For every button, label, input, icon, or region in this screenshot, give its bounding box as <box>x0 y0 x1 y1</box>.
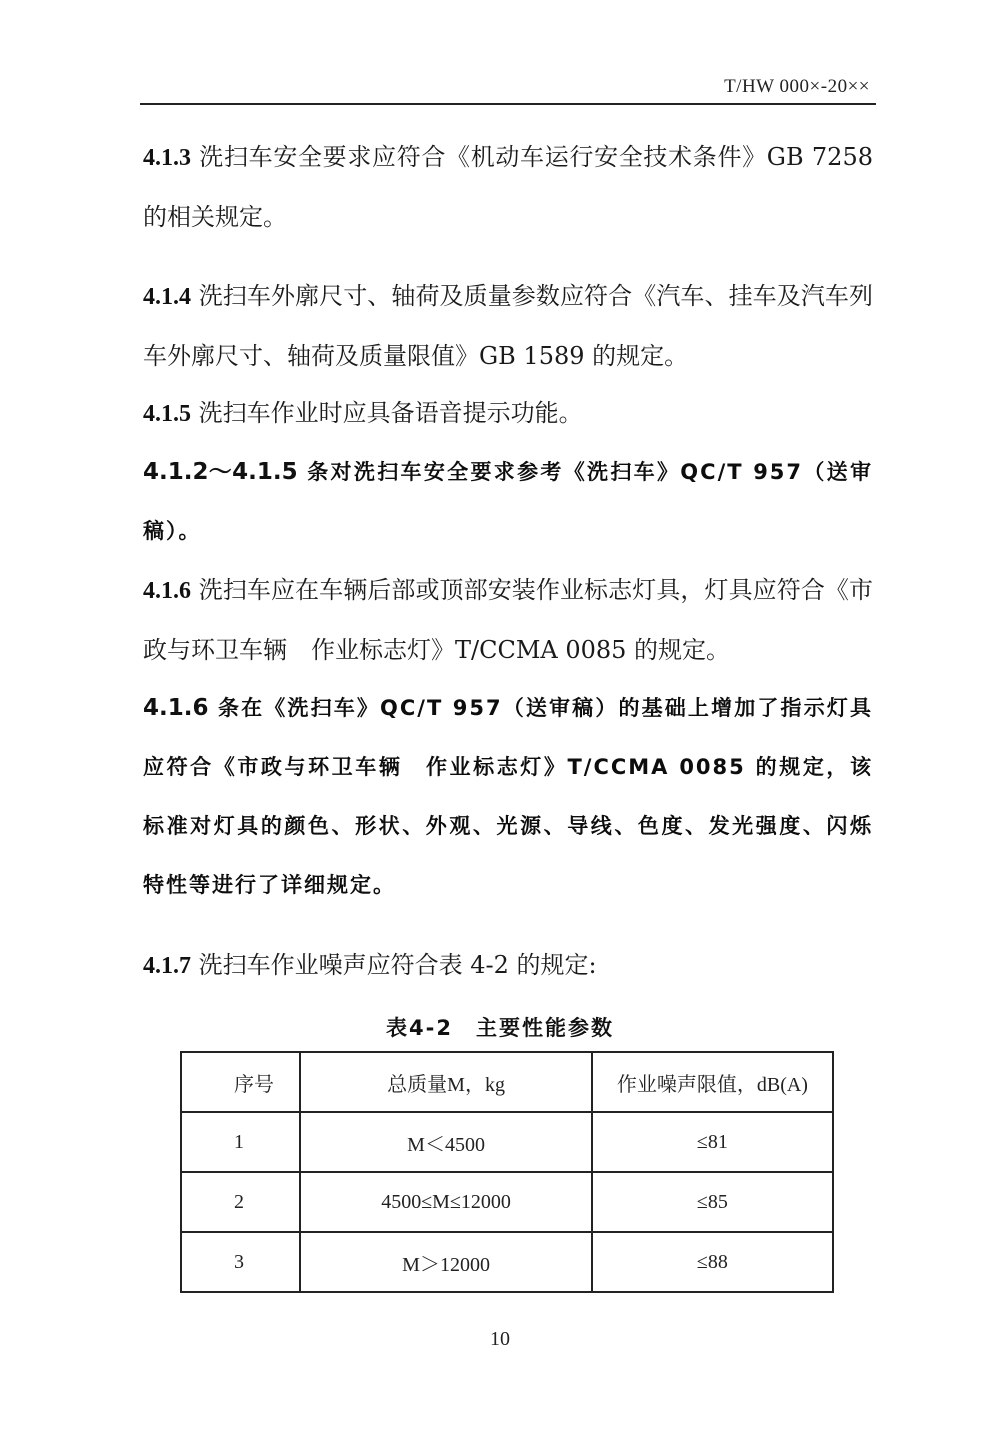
cell-noise-limit: ≤88 <box>592 1232 833 1292</box>
header-cell-noise-limit: 作业噪声限值，dB(A) <box>592 1052 833 1112</box>
explanation-4-1-2-to-4-1-5 <box>143 443 873 561</box>
table-row <box>181 1112 833 1172</box>
cell-index: 1 <box>181 1112 300 1172</box>
cell-noise-limit: ≤81 <box>592 1112 833 1172</box>
cell-index: 3 <box>181 1232 300 1292</box>
explanation-text: 条在《洗扫车》QC/T 957（送审稿）的基础上增加了指示灯具应符合《市政与环卫车辆 作业标志灯》T/CCMA 0085 的规定，该标准对灯具的颜色、形状、外观、光源、导线、色度、发光强度、闪烁特性等进行了详细规定。 <box>143 696 873 897</box>
document-code: T/HW 000×-20×× <box>724 76 870 97</box>
clause-4-1-3 <box>143 128 873 247</box>
clause-text: 洗扫车应在车辆后部或顶部安装作业标志灯具，灯具应符合《市政与环卫车辆 作业标志灯》T/CCMA 0085 的规定。 <box>143 576 873 664</box>
clause-4-1-5 <box>143 384 873 444</box>
explanation-text: 条对洗扫车安全要求参考《洗扫车》QC/T 957（送审稿）。 <box>143 460 873 543</box>
clause-text: 洗扫车外廓尺寸、轴荷及质量参数应符合《汽车、挂车及汽车列车外廓尺寸、轴荷及质量限值》GB 1589 的规定。 <box>143 282 873 370</box>
clause-number: 4.1.3 <box>143 145 191 171</box>
table-caption: 表4-2 主要性能参数 <box>386 1016 614 1040</box>
explanation-4-1-6 <box>143 679 873 915</box>
clause-number: 4.1.6 <box>143 695 209 721</box>
cell-index: 2 <box>181 1172 300 1232</box>
page-number: 10 <box>490 1328 510 1350</box>
table-header-row <box>181 1052 833 1112</box>
clause-number: 4.1.4 <box>143 284 191 310</box>
clause-text: 洗扫车作业噪声应符合表 4-2 的规定: <box>191 951 597 979</box>
clause-number: 4.1.5 <box>143 401 191 427</box>
cell-mass: M＜4500 <box>300 1112 592 1172</box>
header-cell-mass: 总质量M，kg <box>300 1052 592 1112</box>
clause-text: 洗扫车安全要求应符合《机动车运行安全技术条件》GB 7258 的相关规定。 <box>143 143 873 231</box>
clause-number: 4.1.7 <box>143 953 191 979</box>
clause-number: 4.1.2～4.1.5 <box>143 459 298 485</box>
header-divider <box>140 103 876 105</box>
cell-mass: 4500≤M≤12000 <box>300 1172 592 1232</box>
clause-text: 洗扫车作业时应具备语音提示功能。 <box>191 399 583 427</box>
cell-mass: M＞12000 <box>300 1232 592 1292</box>
table-row <box>181 1232 833 1292</box>
clause-4-1-4 <box>143 267 873 386</box>
cell-noise-limit: ≤85 <box>592 1172 833 1232</box>
clause-4-1-7 <box>143 936 873 996</box>
table-row <box>181 1172 833 1232</box>
clause-number: 4.1.6 <box>143 578 191 604</box>
clause-4-1-6 <box>143 561 873 680</box>
header-cell-index: 序号 <box>181 1052 300 1112</box>
performance-table <box>180 1051 834 1293</box>
